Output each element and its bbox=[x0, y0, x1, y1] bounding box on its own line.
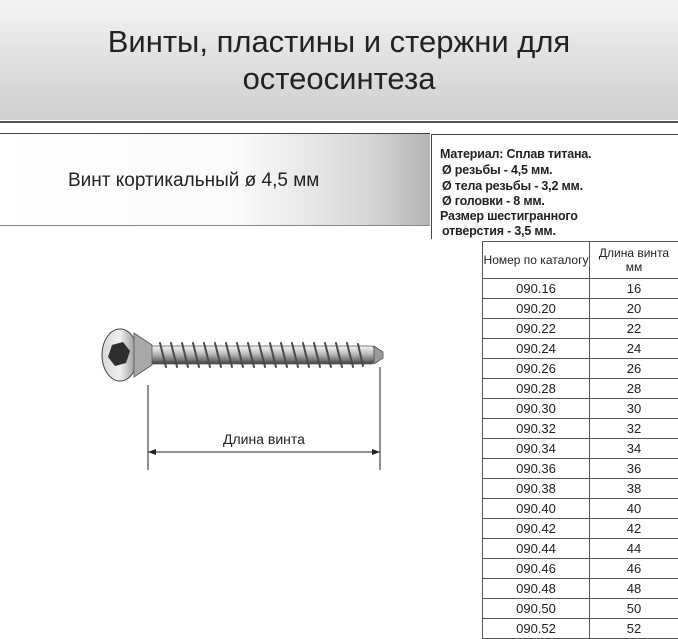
table-row bbox=[483, 439, 678, 459]
catalog-number-cell: 090.50 bbox=[483, 599, 590, 619]
header-catalog-number: Номер по каталогу bbox=[483, 242, 590, 279]
catalog-number-cell: 090.22 bbox=[483, 319, 590, 339]
table-row bbox=[483, 479, 678, 499]
table-row bbox=[483, 319, 678, 339]
length-cell: 30 bbox=[590, 399, 678, 419]
table-row bbox=[483, 379, 678, 399]
spec-thread-diameter: Ø резьбы - 4,5 мм. bbox=[442, 163, 552, 177]
page-title: Винты, пластины и стержни для остеосинтеза bbox=[39, 23, 639, 97]
screw-head bbox=[102, 329, 152, 381]
spec-hex-size: Размер шестигранного bbox=[440, 209, 578, 223]
catalog-number-cell: 090.26 bbox=[483, 359, 590, 379]
table-row bbox=[483, 499, 678, 519]
table-row bbox=[483, 359, 678, 379]
catalog-number-cell: 090.16 bbox=[483, 279, 590, 299]
table-header-row bbox=[483, 242, 678, 279]
length-cell: 22 bbox=[590, 319, 678, 339]
spec-material: Материал: Сплав титана. bbox=[440, 147, 591, 161]
length-cell: 20 bbox=[590, 299, 678, 319]
page-header bbox=[0, 0, 678, 120]
catalog-number-cell: 090.28 bbox=[483, 379, 590, 399]
length-cell: 40 bbox=[590, 499, 678, 519]
table-row bbox=[483, 419, 678, 439]
length-cell: 44 bbox=[590, 539, 678, 559]
product-band bbox=[0, 134, 430, 226]
length-cell: 28 bbox=[590, 379, 678, 399]
length-label: Длина винта bbox=[223, 431, 305, 447]
length-cell: 34 bbox=[590, 439, 678, 459]
catalog-table bbox=[482, 241, 678, 639]
length-cell: 52 bbox=[590, 619, 678, 639]
length-cell: 26 bbox=[590, 359, 678, 379]
catalog-number-cell: 090.42 bbox=[483, 519, 590, 539]
spec-box bbox=[431, 134, 678, 239]
header-screw-length: Длина винта мм bbox=[590, 242, 678, 279]
screw-figure bbox=[90, 315, 400, 480]
length-cell: 24 bbox=[590, 339, 678, 359]
table-body bbox=[483, 279, 678, 639]
length-cell: 42 bbox=[590, 519, 678, 539]
length-cell: 16 bbox=[590, 279, 678, 299]
header-divider bbox=[0, 121, 678, 123]
catalog-number-cell: 090.38 bbox=[483, 479, 590, 499]
length-cell: 36 bbox=[590, 459, 678, 479]
catalog-number-cell: 090.32 bbox=[483, 419, 590, 439]
table-row bbox=[483, 579, 678, 599]
catalog-number-cell: 090.24 bbox=[483, 339, 590, 359]
table-row bbox=[483, 519, 678, 539]
length-cell: 50 bbox=[590, 599, 678, 619]
length-cell: 32 bbox=[590, 419, 678, 439]
table-row bbox=[483, 339, 678, 359]
spec-core-diameter: Ø тела резьбы - 3,2 мм. bbox=[442, 179, 583, 193]
catalog-number-cell: 090.40 bbox=[483, 499, 590, 519]
screw-shaft bbox=[150, 343, 383, 367]
length-cell: 46 bbox=[590, 559, 678, 579]
spec-hex-size-value: отверстия - 3,5 мм. bbox=[442, 224, 556, 238]
catalog-number-cell: 090.36 bbox=[483, 459, 590, 479]
catalog-number-cell: 090.30 bbox=[483, 399, 590, 419]
catalog-number-cell: 090.46 bbox=[483, 559, 590, 579]
product-name: Винт кортикальный ø 4,5 мм bbox=[68, 170, 319, 192]
table-row bbox=[483, 299, 678, 319]
catalog-number-cell: 090.34 bbox=[483, 439, 590, 459]
table-row bbox=[483, 539, 678, 559]
table-row bbox=[483, 279, 678, 299]
catalog-number-cell: 090.52 bbox=[483, 619, 590, 639]
table-row bbox=[483, 599, 678, 619]
length-cell: 38 bbox=[590, 479, 678, 499]
spec-head-diameter: Ø головки - 8 мм. bbox=[442, 194, 545, 208]
length-dimension bbox=[148, 367, 380, 470]
table-row bbox=[483, 459, 678, 479]
catalog-number-cell: 090.48 bbox=[483, 579, 590, 599]
length-cell: 48 bbox=[590, 579, 678, 599]
table-row bbox=[483, 399, 678, 419]
catalog-number-cell: 090.44 bbox=[483, 539, 590, 559]
catalog-number-cell: 090.20 bbox=[483, 299, 590, 319]
table-row bbox=[483, 559, 678, 579]
